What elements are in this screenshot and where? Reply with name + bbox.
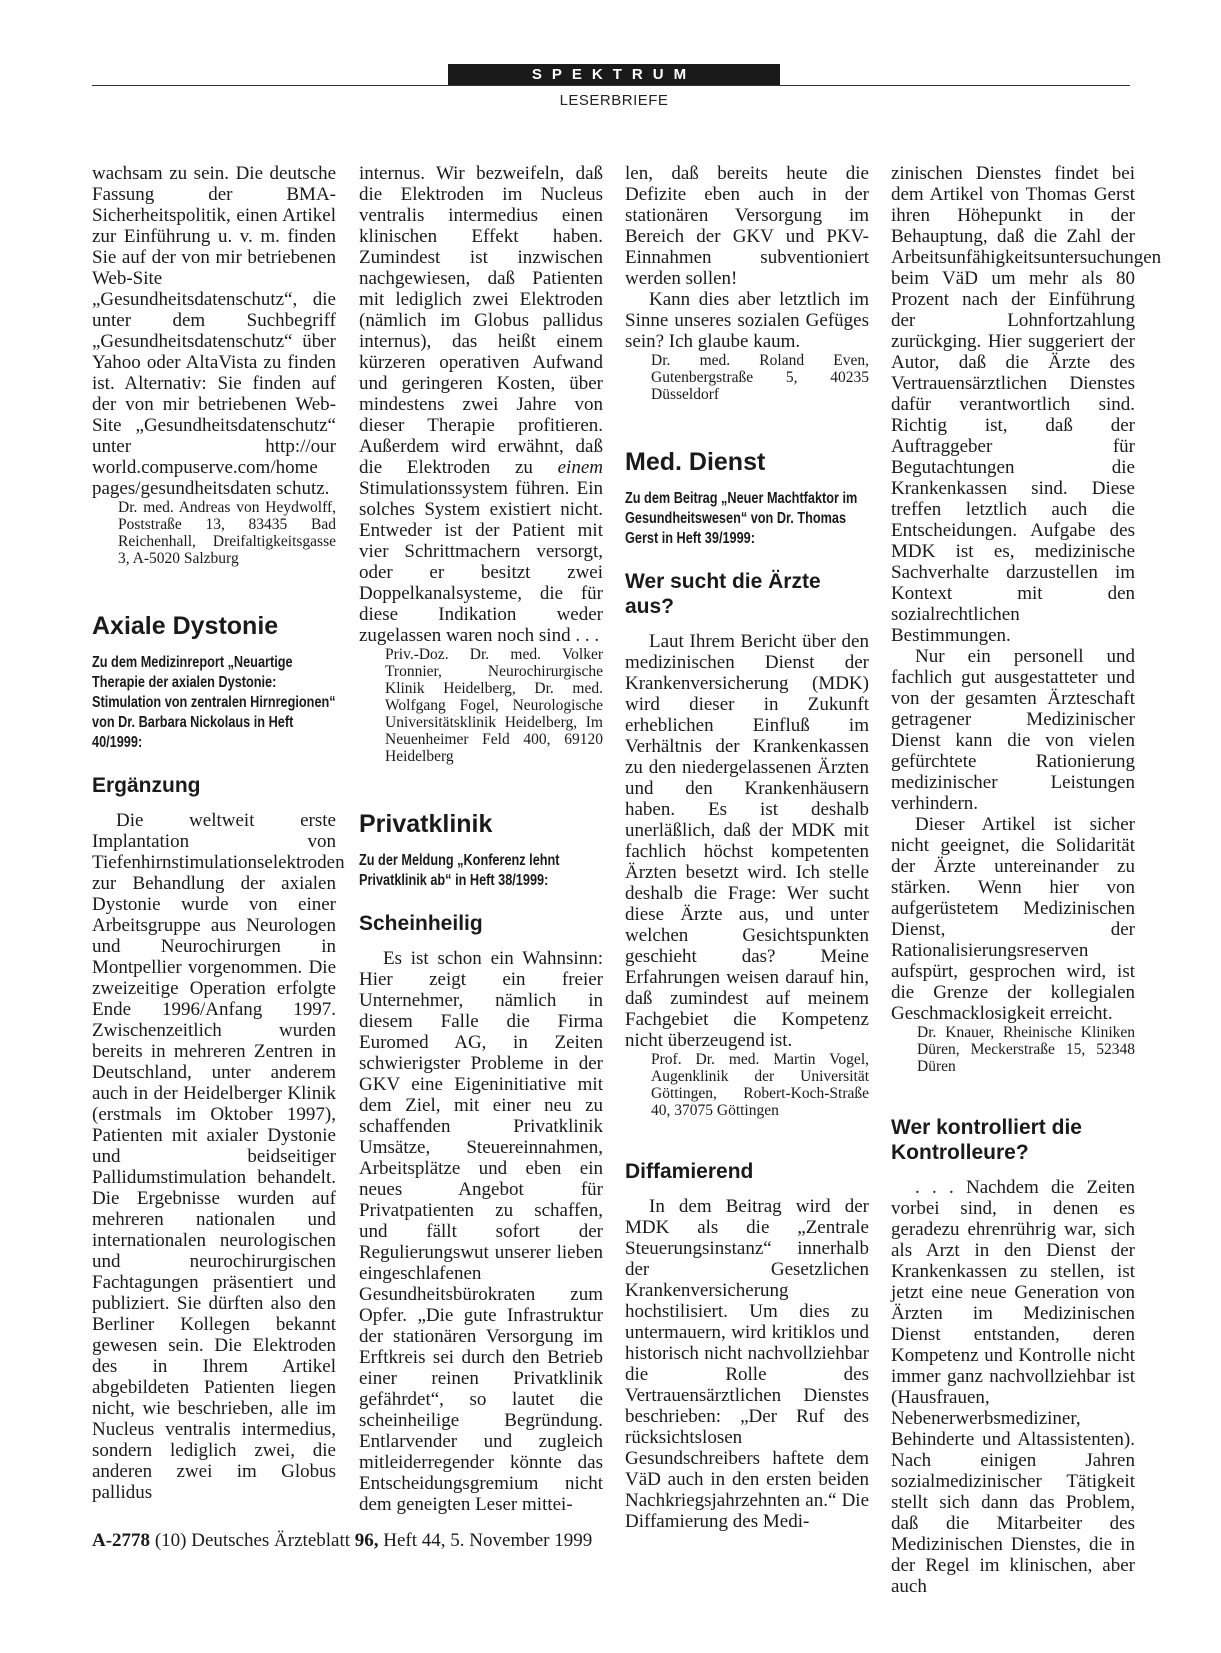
reference-line: Zu dem Medizinreport „Neuartige Therapie der axialen Dystonie: Stimulation von zentralen Hirnregionen“ von Dr. Barbara Nickolaus in Heft 40/1999: (92, 654, 336, 751)
letter-paragraph: wachsam zu sein. Die deutsche Fassung der BMA-Sicherheitspolitik, einen Artikel zur Einführung u. v. m. finden Sie auf der von mir betriebenen Web-Site „Gesundheitsdatenschutz“, die unter dem Suchbegriff „Gesundheitsdatenschutz“ über Yahoo oder AltaVista zu finden ist. Alternativ: Sie finden auf der von mir betriebenen Web-Site „Gesundheitsdatenschutz“ unter http://our world.compuserve.com/home pages/gesundheitsdaten schutz. (92, 163, 336, 499)
page-number: A-2778 (92, 1530, 151, 1551)
letter-paragraph: Laut Ihrem Bericht über den medizinischen Dienst der Krankenversicherung (MDK) wird dieser in Zukunft erheblichen Einfluß im Verhältnis der Krankenkassen zu den niedergelassenen Ärzten und den Krankenhäusern haben. Es ist deshalb unerläßlich, daß der MDK mit fachlich höchst kompetenten Ärzten besetzt wird. Ich stelle deshalb die Frage: Wer sucht diese Ärzte aus, und unter welchen Gesichtspunkten geschieht das? Meine Erfahrungen weisen darauf hin, daß zumindest auf meinem Fachgebiet die Kompetenz nicht überzeugend ist. (625, 631, 869, 1051)
letter-title: Wer kontrolliert die Kontrolleure? (891, 1116, 1082, 1164)
letter-title: Scheinheilig (359, 912, 483, 935)
letter-paragraph: Es ist schon ein Wahnsinn: Hier zeigt ein freier Unternehmer, nämlich in diesem Falle die Firma Euromed AG, in Zeiten schwierigster Probleme in der GKV eine Eigeninitiative mit dem Ziel, mit einer neu zu schaffenden Privatklinik Umsätze, Steuereinnahmen, Arbeitsplätze und eben ein neues Angebot für Privatpatienten zu schaffen, und fällt sofort der Regulierungswut unserer lieben eingeschlafenen Gesundheitsbürokraten zum Opfer. „Die gute Infrastruktur der stationären Versorgung im Erftkreis sei durch den Betrieb einer reinen Privatklinik gefährdet“, so lautet die scheinheilige Begründung. Entlarvender und zugleich mitleiderregender könnte das Entscheidungsgremium nicht dem geneigten Leser mittei- (359, 948, 603, 1515)
letter-paragraph: len, daß bereits heute die Defizite eben auch in der stationären Versorgung im Bereich der GKV und PKV-Einnahmen subventioniert werden sollen! (625, 163, 869, 289)
header-rule (92, 85, 1130, 86)
letter-paragraph: Dieser Artikel ist sicher nicht geeignet, die Solidarität der Ärzte untereinander zu stärken. Wenn hier von aufgerüstetem Medizinischen Dienst, der Rationalisierungsreserven aufspürt, gesprochen wird, ist die Grenze der kollegialen Geschmacklosigkeit erreicht. (891, 814, 1135, 1024)
topic-heading: Privatklinik (359, 810, 493, 838)
letter-signature: Dr. Knauer, Rheinische Kliniken Düren, Meckerstraße 15, 52348 Düren (917, 1024, 1135, 1075)
emphasis: einem (557, 457, 603, 478)
column-4 (891, 163, 1162, 1597)
letter-paragraph: internus. Wir bezweifeln, daß die Elektroden im Nucleus ventralis intermedius einen klinischen Effekt haben. Zumindest ist inzwischen nachgewiesen, daß Patienten mit lediglich zwei Elektroden (nämlich im Globus pallidus internus), das heißt einem kürzeren operativen Aufwand und geringeren Kosten, über mindestens zwei Jahre von dieser Therapie profitieren. Außerdem wird erwähnt, daß die Elektroden zu einem Stimulationssystem führen. Ein solches System existiert nicht. Entweder ist der Patient mit vier Schrittmachern versorgt, oder er besitzt zwei Doppelkanalsysteme, die für diese Indikation weder zugelassen waren noch sind . . . (359, 163, 603, 646)
issue-date: Heft 44, 5. November 1999 (383, 1530, 593, 1551)
column-2 (359, 163, 603, 1563)
letter-signature: Dr. med. Roland Even, Gutenbergstraße 5, 40235 Düsseldorf (651, 352, 869, 403)
reference-line: Zu der Meldung „Konferenz lehnt Privatklinik ab“ in Heft 38/1999: (359, 852, 560, 889)
letter-paragraph: Die weltweit erste Implantation von Tiefenhirnstimulationselektroden zur Behandlung der axialen Dystonie wurde von einer Arbeitsgruppe aus Neurologen und Neurochirurgen in Montpellier vorgenommen. Die zweizeitige Operation erfolgte Ende 1996/Anfang 1997. Zwischenzeitlich wurden bereits in mehreren Zentren in Deutschland, unter anderem auch in der Heidelberger Klinik (erstmals im Oktober 1997), Patienten mit axialer Dystonie und beidseitiger Pallidumstimulation behandelt. Die Ergebnisse wurden auf mehreren nationalen und internationalen neurologischen und neurochirurgischen Fachtagungen präsentiert und publiziert. Sie dürften also den Berliner Kollegen bekannt gewesen sein. Die Elektroden des in Ihrem Artikel abgebildeten Patienten liegen nicht, wie beschrieben, alle im Nucleus ventralis intermedius, sondern lediglich zwei, die anderen zwei im Globus pallidus (92, 810, 345, 1503)
subsection-label: LESERBRIEFE (559, 92, 669, 109)
letter-paragraph: . . . Nachdem die Zeiten vorbei sind, in denen es geradezu ehrenrührig war, sich als Arzt in den Dienst der Krankenkassen zu stellen, ist jetzt eine neue Generation von Ärzten im Medizinischen Dienst entstanden, deren Kompetenz und Kontrolle nicht immer ganz nachvollziehbar ist (Hausfrauen, Nebenerwerbsmediziner, Behinderte und Altassistenten). Nach einigen Jahren sozialmedizinischer Tätigkeit stellt sich dann das Problem, daß die Mitarbeiter des Medizinischen Dienstes, die in der Regel im klinischen, aber auch (891, 1177, 1135, 1597)
letter-title: Diffamierend (625, 1160, 754, 1183)
letter-paragraph: Nur ein personell und fachlich gut ausgestatteter und von der gesamten Ärzteschaft getragener Medizinischer Dienst kann die von vielen gefürchtete Rationierung medizinischer Leistungen verhindern. (891, 646, 1135, 814)
journal-name: (10) Deutsches Ärzteblatt (154, 1530, 351, 1551)
letter-paragraph: zinischen Dienstes findet bei dem Artikel von Thomas Gerst ihren Höhepunkt in der Behauptung, daß die Zahl der Arbeitsunfähigkeitsuntersuchungen beim VäD um mehr als 80 Prozent nach der Einführung der Lohnfortzahlung zurückging. Hier suggeriert der Autor, daß die Ärzte des Vertrauensärztlichen Dienstes dafür verantwortlich sind. Richtig ist, daß der Auftraggeber für Begutachtungen die Krankenkassen sind. Diese treffen letztlich auch die Entscheidungen. Aufgabe des MDK ist es, medizinische Sachverhalte darzustellen im Kontext mit den sozialrechtlichen Bestimmungen. (891, 163, 1162, 646)
topic-heading: Med. Dienst (625, 448, 766, 476)
letter-title: Ergänzung (92, 774, 201, 797)
letter-paragraph: Kann dies aber letztlich im Sinne unseres sozialen Gefüges sein? Ich glaube kaum. (625, 289, 869, 352)
letter-signature: Prof. Dr. med. Martin Vogel, Augenklinik der Universität Göttingen, Robert-Koch-Straße 40, 37075 Göttingen (651, 1051, 869, 1119)
letter-signature: Dr. med. Andreas von Heydwolff, Poststraße 13, 83435 Bad Reichenhall, Dreifaltigkeitsgasse 3, A-5020 Salzburg (118, 499, 336, 567)
letter-signature: Priv.-Doz. Dr. med. Volker Tronnier, Neurochirurgische Klinik Heidelberg, Dr. med. Wolfgang Fogel, Neurologische Universitätsklinik Heidelberg, Im Neuenheimer Feld 400, 69120 Heidelberg (385, 646, 603, 765)
column-1 (92, 163, 345, 1563)
topic-heading: Axiale Dystonie (92, 612, 279, 640)
column-3 (625, 163, 869, 1563)
reference-line: Zu dem Beitrag „Neuer Machtfaktor im Gesundheitswesen“ von Dr. Thomas Gerst in Heft 39/1999: (625, 490, 858, 547)
page-footer (92, 1530, 592, 1552)
letter-paragraph: In dem Beitrag wird der MDK als die „Zentrale Steuerungsinstanz“ innerhalb der Gesetzlichen Krankenversicherung hochstilisiert. Um dies zu untermauern, wird kritiklos und historisch nicht nachvollziehbar die Rolle des Vertrauensärztlichen Dienstes beschrieben: „Der Ruf des rücksichtslosen Gesundschreibers haftete dem VäD auch in den ersten beiden Nachkriegsjahrzehnten an.“ Die Diffamierung des Medi- (625, 1196, 869, 1532)
section-banner: SPEKTRUM (448, 64, 780, 85)
letter-title: Wer sucht die Ärzte aus? (625, 570, 821, 618)
volume-number: 96, (354, 1530, 379, 1551)
